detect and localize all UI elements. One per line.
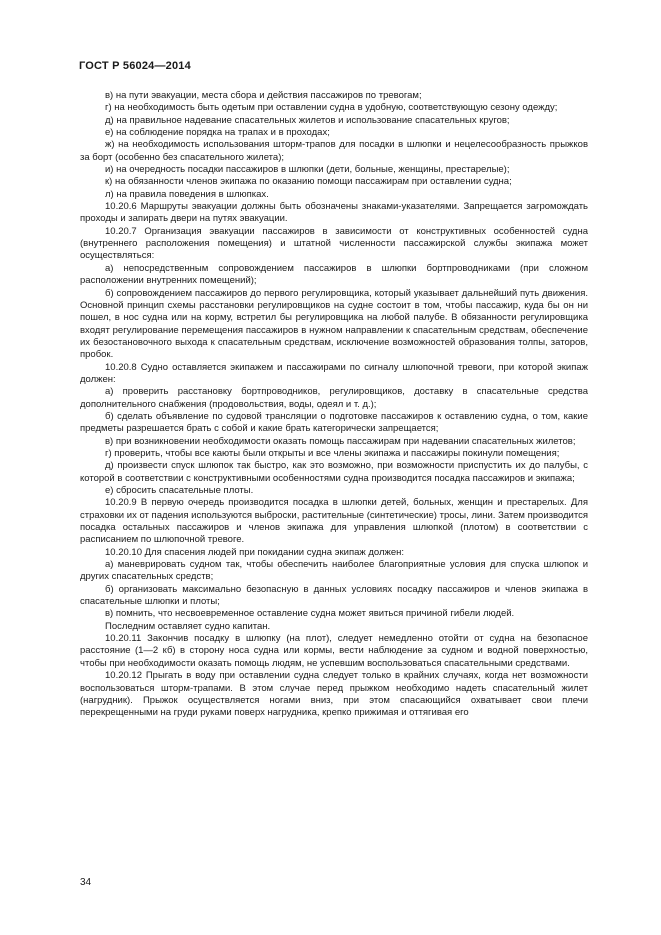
list-item: л) на правила поведения в шлюпках.	[105, 188, 269, 200]
list-item: г) проверить, чтобы все каюты были открыты и все члены экипажа и пассажиры покинули помещения;	[105, 447, 560, 459]
section-paragraph: 10.20.6 Маршруты эвакуации должны быть обозначены знаками-указателями. Запрещается загромождать проходы и запирать двери на путях эвакуации.	[80, 201, 588, 225]
list-item: д) на правильное надевание спасательных жилетов и использование спасательных кругов;	[105, 114, 510, 126]
document-body	[80, 90, 588, 720]
list-item: д) произвести спуск шлюпок так быстро, как это возможно, при возможности приспустить их до палубы, с которой в соответствии с конструктивными особенностями судна производится посадка пассажиров и экипажа;	[80, 460, 588, 484]
section-paragraph: 10.20.10 Для спасения людей при покидании судна экипаж должен:	[105, 546, 405, 558]
body-paragraph: Последним оставляет судно капитан.	[105, 620, 271, 632]
section-paragraph: 10.20.7 Организация эвакуации пассажиров в зависимости от конструктивных особенностей судна (внутреннего расположения помещения) и штатной численности пассажирской службы экипажа может осуществляться:	[80, 225, 588, 262]
list-item: е) на соблюдение порядка на трапах и в проходах;	[105, 127, 330, 139]
list-item: б) организовать максимально безопасную в данных условиях посадку пассажиров и членов экипажа в спасательные шлюпки и плоты;	[80, 583, 588, 608]
document-header: ГОСТ Р 56024—2014	[79, 60, 191, 72]
list-item: и) на очередность посадки пассажиров в шлюпки (дети, больные, женщины, престарелые);	[105, 164, 510, 176]
list-item: а) маневрировать судном так, чтобы обеспечить наиболее благоприятные условия для спуска шлюпок и других спасательных средств;	[80, 559, 588, 583]
list-item: а) непосредственным сопровождением пассажиров в шлюпки бортпроводниками (при сложном расположении внутренних помещений);	[80, 262, 588, 287]
list-item: ж) на необходимость использования шторм-трапов для посадки в шлюпки и нецелесообразность прыжков за борт (особенно без спасательного жилета);	[80, 139, 588, 163]
list-item: в) на пути эвакуации, места сбора и действия пассажиров по тревогам;	[105, 90, 422, 101]
section-paragraph: 10.20.8 Судно оставляется экипажем и пассажирами по сигналу шлюпочной тревоги, при которой экипаж должен:	[80, 361, 588, 385]
list-item: г) на необходимость быть одетым при оставлении судна в удобную, соответствующую сезону одежду;	[105, 102, 558, 114]
list-item: б) сделать объявление по судовой трансляции о подготовке пассажиров к оставлению судна, о том, какие предметы разрешается брать с собой и какие брать категорически запрещается;	[80, 410, 588, 435]
list-item: в) при возникновении необходимости оказать помощь пассажирам при надевании спасательных жилетов;	[105, 435, 576, 447]
section-paragraph: 10.20.11 Закончив посадку в шлюпку (на плот), следует немедленно отойти от судна на безопасное расстояние (1—2 кб) в сторону носа судна или кормы, вести наблюдение за судном и водной поверхностью, чтобы при необходимости оказать помощь людям, не успевшим воспользоваться спасательными средствами.	[80, 633, 588, 669]
list-item: к) на обязанности членов экипажа по оказанию помощи пассажирам при оставлении судна;	[105, 176, 512, 188]
list-item: е) сбросить спасательные плоты.	[105, 485, 254, 496]
list-item: в) помнить, что несвоевременное оставление судна может явиться причиной гибели людей.	[105, 608, 515, 620]
page-number: 34	[80, 877, 92, 888]
list-item: а) проверить расстановку бортпроводников, регулировщиков, доставку в спасательные средства дополнительного снабжения (продовольствия, воды, одеял и т. д.);	[80, 386, 588, 410]
list-item: б) сопровождением пассажиров до первого регулировщика, который указывает дальнейший путь движения. Основной принцип схемы расстановки регулировщиков на судне состоит в том, чтобы пассажир, куда бы он ни пошел, в нос судна или на корму, встретил бы регулировщика на любой палубе. В обязанности регулировщика входят регулирование перемещения пассажиров в нужном направлении к спасательным средствам, обеспечение их безостановочного выхода к спасательным средствам, исключение возможностей образования толпы, заторов, пробок.	[80, 287, 588, 361]
section-paragraph: 10.20.12 Прыгать в воду при оставлении судна следует только в крайних случаях, когда нет возможности воспользоваться шторм-трапами. В этом случае перед прыжком необходимо надеть спасательный жилет (нагрудник). Прыжок осуществляется ногами вниз, при этом спасающийся охватывает свои плечи перекрещенными на груди руками поверх нагрудника, крепко прижимая и оттягивая его	[80, 670, 588, 719]
section-paragraph: 10.20.9 В первую очередь производится посадка в шлюпки детей, больных, женщин и престарелых. Для страховки их от падения используются выброски, растительные (синтетические) тросы, лини. Затем производится посадка остальных пассажиров и членов экипажа для управления шлюпкой (плотом) в соответствии с расписанием по шлюпочной тревоге.	[80, 497, 588, 546]
